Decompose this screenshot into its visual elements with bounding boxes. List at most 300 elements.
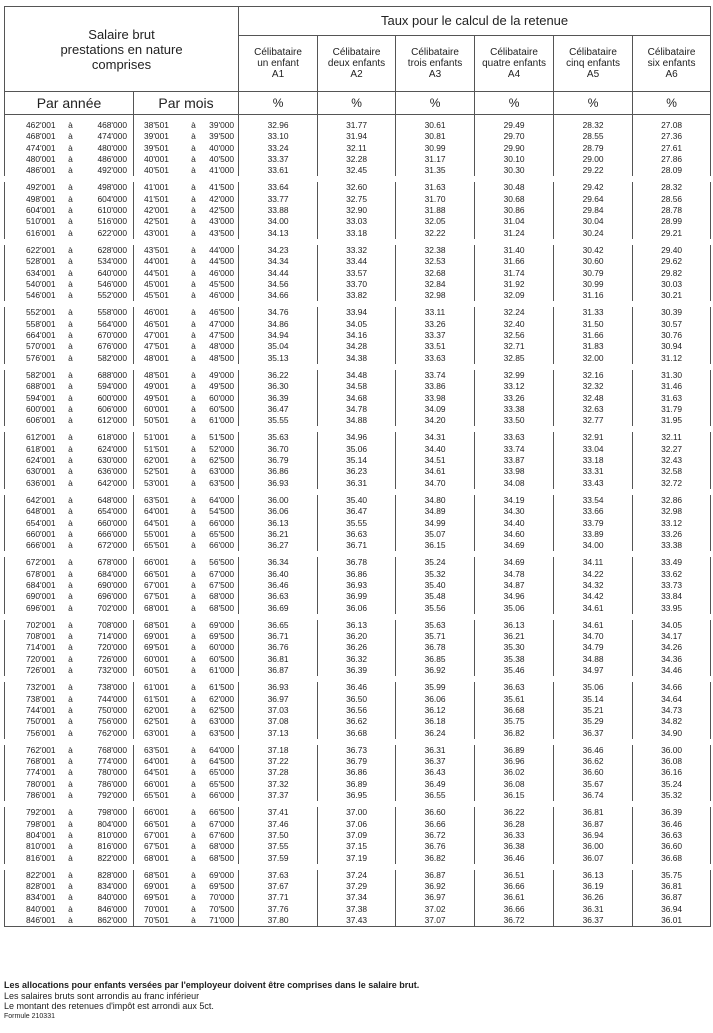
table-row: [5, 242, 711, 256]
year-sep-cell: à: [61, 492, 81, 506]
month-to-cell: 61'000: [204, 665, 239, 679]
salary-header-line-3: comprises: [91, 56, 152, 72]
rate-a4-cell: 36.96: [475, 756, 554, 767]
month-sep-cell: à: [191, 892, 196, 903]
year-sep-cell: à: [68, 216, 73, 227]
month-sep-cell: à: [191, 290, 196, 301]
rate-a1-cell: 36.93: [239, 679, 318, 693]
table-row: [5, 367, 711, 381]
rate-a3-cell: 35.99: [396, 679, 475, 693]
month-from-cell: 49'501: [144, 392, 169, 403]
rate-a1-cell: 37.13: [239, 728, 318, 742]
column-a1-line-2: un enfant: [257, 57, 299, 69]
column-a1-line-1: Célibataire: [254, 46, 302, 58]
year-sep-cell: à: [68, 153, 73, 164]
year-sep-cell: à: [68, 540, 73, 551]
month-sep-cell: à: [191, 341, 196, 352]
month-to-cell: 64'000: [204, 742, 239, 756]
month-from-cell: 61'501: [144, 693, 169, 704]
month-from-cell: 64'001: [144, 506, 169, 517]
month-sep-cell: à: [191, 528, 196, 539]
rate-a3-cell: 33.98: [396, 393, 475, 404]
rate-a4-cell: 33.50: [475, 415, 554, 429]
month-to-cell: 65'500: [204, 779, 239, 790]
year-from-cell: 738'001: [5, 694, 61, 705]
year-to-cell: 666'000: [81, 529, 134, 540]
month-sep-cell: à: [191, 852, 196, 863]
year-from-cell: 702'001: [5, 617, 61, 631]
rate-a5-cell: 36.37: [554, 728, 633, 742]
month-to-cell: 67'500: [204, 580, 239, 591]
year-sep-cell: à: [68, 903, 73, 914]
month-to-cell: 40'500: [204, 154, 239, 165]
rate-a1-cell: 37.41: [239, 804, 318, 818]
month-sep-cell: à: [184, 742, 204, 756]
year-to-cell: 676'000: [81, 341, 134, 352]
rate-a2-cell: 33.44: [318, 256, 396, 267]
salary-header-line-1: Salaire brut: [88, 26, 155, 42]
month-to-cell: 41'500: [204, 179, 239, 193]
rate-a1-cell: 34.66: [239, 290, 318, 304]
year-from-cell: 816'001: [5, 853, 61, 867]
table-row: [5, 904, 711, 915]
year-from-cell: 688'001: [5, 381, 61, 392]
rate-a5-cell: 35.14: [554, 694, 633, 705]
month-from-cell: 64'001: [144, 756, 169, 767]
year-to-cell: 468'000: [81, 120, 134, 131]
month-sep-cell: à: [191, 818, 196, 829]
rate-a2-cell: 34.38: [318, 353, 396, 367]
year-to-cell: 604'000: [81, 194, 134, 205]
rate-a1-cell: 36.65: [239, 617, 318, 631]
rate-a2-cell: 36.89: [318, 779, 396, 790]
year-sep-cell: à: [68, 528, 73, 539]
year-from-cell: 600'001: [5, 404, 61, 415]
rate-a5-cell: 34.00: [554, 540, 633, 554]
year-sep-cell: à: [68, 829, 73, 840]
year-sep-cell: à: [68, 341, 73, 352]
month-sep-cell: à: [191, 131, 196, 142]
rate-a3-cell: 32.98: [396, 290, 475, 304]
table-row: [5, 506, 711, 517]
year-from-cell: 468'001: [5, 131, 61, 142]
rate-a3-cell: 35.71: [396, 631, 475, 642]
month-from-cell: 46'001: [134, 304, 184, 318]
year-from-cell: 804'001: [5, 830, 61, 841]
year-sep-cell: à: [68, 727, 73, 738]
month-to-cell: 48'500: [204, 353, 239, 367]
month-from-cell: 66'501: [144, 818, 169, 829]
year-from-cell: 582'001: [5, 367, 61, 381]
rate-a5-cell: 36.74: [554, 790, 633, 804]
month-from-cell: 45'001: [144, 278, 169, 289]
month-from-cell: 63'001: [144, 727, 169, 738]
table-row: [5, 742, 711, 756]
year-sep-cell: à: [68, 455, 73, 466]
month-to-cell: 44'500: [204, 256, 239, 267]
month-to-cell: 70'500: [204, 904, 239, 915]
year-sep-cell: à: [68, 227, 73, 238]
month-to-cell: 68'500: [204, 603, 239, 617]
rate-a5-cell: 36.26: [554, 892, 633, 903]
year-to-cell: 660'000: [81, 518, 134, 529]
rate-a1-cell: 36.63: [239, 591, 318, 602]
rate-a2-cell: 32.90: [318, 205, 396, 216]
year-sep-cell: à: [68, 579, 73, 590]
year-to-cell: 672'000: [81, 540, 134, 554]
table-row: [5, 892, 711, 903]
year-sep-cell: à: [68, 716, 73, 727]
rate-a5-cell: 34.32: [554, 580, 633, 591]
rate-a5-cell: 34.70: [554, 631, 633, 642]
month-from-cell: 47'501: [144, 341, 169, 352]
rate-a3-cell: 36.31: [396, 742, 475, 756]
rate-a5-cell: 35.21: [554, 705, 633, 716]
year-to-cell: 732'000: [81, 665, 134, 679]
month-sep-cell: à: [191, 727, 196, 738]
year-from-cell: 678'001: [5, 569, 61, 580]
table-row: [5, 179, 711, 193]
rate-a5-cell: 29.64: [554, 194, 633, 205]
rate-a2-cell: 35.40: [318, 492, 396, 506]
rate-a4-cell: 36.22: [475, 804, 554, 818]
year-sep-cell: à: [68, 330, 73, 341]
rate-a3-cell: 31.88: [396, 205, 475, 216]
rate-a1-cell: 36.81: [239, 654, 318, 665]
rate-a2-cell: 36.62: [318, 716, 396, 727]
table-row: [5, 304, 711, 318]
year-sep-cell: à: [68, 205, 73, 216]
table-row: [5, 353, 711, 367]
unit-a4: %: [475, 92, 554, 115]
rate-a4-cell: 32.85: [475, 353, 554, 367]
rate-a6-cell: 28.32: [633, 179, 711, 193]
month-from-cell: 64'501: [144, 767, 169, 778]
rate-a3-cell: 32.68: [396, 268, 475, 279]
month-to-cell: 67'000: [204, 569, 239, 580]
month-from-cell: 42'501: [144, 216, 169, 227]
rate-a2-cell: 36.86: [318, 767, 396, 778]
month-to-cell: 62'000: [204, 694, 239, 705]
month-to-cell: 60'500: [204, 654, 239, 665]
year-sep-cell: à: [68, 591, 73, 602]
rate-a4-cell: 36.82: [475, 728, 554, 742]
table-row: [5, 881, 711, 892]
month-sep-cell: à: [184, 617, 204, 631]
table-row: [5, 131, 711, 142]
month-from-cell: 66'001: [134, 804, 184, 818]
year-to-cell: 564'000: [81, 319, 134, 330]
rate-a1-cell: 36.30: [239, 381, 318, 392]
rate-a1-cell: 36.97: [239, 694, 318, 705]
rate-a5-cell: 32.16: [554, 367, 633, 381]
year-sep-cell: à: [68, 790, 73, 801]
table-row: [5, 341, 711, 352]
month-sep-cell: à: [191, 653, 196, 664]
month-sep-cell: à: [184, 179, 204, 193]
rate-a5-cell: 36.00: [554, 841, 633, 852]
month-sep-cell: à: [191, 153, 196, 164]
rate-a1-cell: 34.76: [239, 304, 318, 318]
rate-a3-cell: 36.97: [396, 892, 475, 903]
rate-a5-cell: 36.62: [554, 756, 633, 767]
rate-a6-cell: 32.72: [633, 478, 711, 492]
rate-a4-cell: 34.69: [475, 554, 554, 568]
month-from-cell: 61'001: [134, 679, 184, 693]
year-from-cell: 684'001: [5, 580, 61, 591]
rate-a1-cell: 33.88: [239, 205, 318, 216]
rate-a1-cell: 32.96: [239, 120, 318, 131]
rate-a2-cell: 31.94: [318, 131, 396, 142]
rate-a1-cell: 34.94: [239, 330, 318, 341]
rate-a1-cell: 33.24: [239, 143, 318, 154]
rate-a6-cell: 36.87: [633, 892, 711, 903]
month-sep-cell: à: [191, 193, 196, 204]
month-to-cell: 43'500: [204, 228, 239, 242]
rate-a2-cell: 36.06: [318, 603, 396, 617]
rate-a4-cell: 35.46: [475, 665, 554, 679]
month-sep-cell: à: [191, 881, 196, 892]
rate-a1-cell: 37.76: [239, 904, 318, 915]
month-sep-cell: à: [191, 455, 196, 466]
rate-a5-cell: 33.89: [554, 529, 633, 540]
rate-a4-cell: 36.66: [475, 881, 554, 892]
rate-a5-cell: 32.77: [554, 415, 633, 429]
month-from-cell: 67'501: [144, 841, 169, 852]
year-from-cell: 630'001: [5, 466, 61, 477]
month-from-cell: 68'501: [134, 617, 184, 631]
column-a1-code: A1: [271, 68, 285, 80]
rate-a2-cell: 37.38: [318, 904, 396, 915]
rate-a3-cell: 36.15: [396, 540, 475, 554]
rate-a3-cell: 34.80: [396, 492, 475, 506]
table-row: [5, 728, 711, 742]
rate-a6-cell: 34.05: [633, 617, 711, 631]
table-row: [5, 790, 711, 804]
rate-a2-cell: 37.34: [318, 892, 396, 903]
year-from-cell: 576'001: [5, 353, 61, 367]
rate-a3-cell: 36.43: [396, 767, 475, 778]
table-row: [5, 841, 711, 852]
month-to-cell: 62'500: [204, 705, 239, 716]
rate-a1-cell: 37.22: [239, 756, 318, 767]
table-row: [5, 580, 711, 591]
rate-a4-cell: 35.06: [475, 603, 554, 617]
month-sep-cell: à: [191, 415, 196, 426]
month-from-cell: 70'001: [144, 903, 169, 914]
rate-a3-cell: 35.48: [396, 591, 475, 602]
rate-a5-cell: 36.94: [554, 830, 633, 841]
rate-a3-cell: 33.26: [396, 319, 475, 330]
month-sep-cell: à: [191, 579, 196, 590]
rate-a5-cell: 33.54: [554, 492, 633, 506]
rate-a2-cell: 32.11: [318, 143, 396, 154]
rate-a5-cell: 36.31: [554, 904, 633, 915]
year-sep-cell: à: [68, 318, 73, 329]
month-from-cell: 68'501: [134, 867, 184, 881]
rate-a5-cell: 36.87: [554, 819, 633, 830]
year-sep-cell: à: [68, 704, 73, 715]
year-to-cell: 834'000: [81, 881, 134, 892]
footer-note-rounding-tax: Le montant des retenues d'impôt est arrondi aux 5ct.: [4, 1001, 214, 1011]
month-to-cell: 47'500: [204, 330, 239, 341]
month-to-cell: 46'000: [204, 290, 239, 304]
table-row: [5, 569, 711, 580]
month-sep-cell: à: [191, 381, 196, 392]
year-sep-cell: à: [68, 693, 73, 704]
rate-a6-cell: 36.81: [633, 881, 711, 892]
year-from-cell: 552'001: [5, 304, 61, 318]
rate-a1-cell: 36.46: [239, 580, 318, 591]
month-sep-cell: à: [191, 540, 196, 551]
year-to-cell: 750'000: [81, 705, 134, 716]
month-to-cell: 65'500: [204, 529, 239, 540]
table-row: [5, 455, 711, 466]
rate-a5-cell: 30.79: [554, 268, 633, 279]
year-to-cell: 600'000: [81, 393, 134, 404]
rate-a3-cell: 36.06: [396, 694, 475, 705]
month-to-cell: 66'000: [204, 790, 239, 804]
rate-a4-cell: 32.56: [475, 330, 554, 341]
rate-a6-cell: 36.63: [633, 830, 711, 841]
month-from-cell: 67'501: [144, 591, 169, 602]
unit-a1: %: [239, 92, 318, 115]
rate-a6-cell: 27.86: [633, 154, 711, 165]
month-from-cell: 52'501: [144, 466, 169, 477]
year-to-cell: 642'000: [81, 478, 134, 492]
rate-a2-cell: 32.60: [318, 179, 396, 193]
rate-a2-cell: 36.68: [318, 728, 396, 742]
column-a4-code: A4: [507, 68, 521, 80]
year-sep-cell: à: [68, 142, 73, 153]
year-sep-cell: à: [68, 818, 73, 829]
rate-a1-cell: 37.59: [239, 853, 318, 867]
rate-a6-cell: 28.78: [633, 205, 711, 216]
year-to-cell: 640'000: [81, 268, 134, 279]
rate-a3-cell: 36.76: [396, 841, 475, 852]
rate-a6-cell: 36.60: [633, 841, 711, 852]
year-sep-cell: à: [61, 867, 81, 881]
table-row: [5, 154, 711, 165]
year-from-cell: 834'001: [5, 892, 61, 903]
year-sep-cell: à: [61, 304, 81, 318]
rate-a2-cell: 34.05: [318, 319, 396, 330]
rate-a1-cell: 33.64: [239, 179, 318, 193]
rate-a2-cell: 36.39: [318, 665, 396, 679]
column-a3-code: A3: [428, 68, 442, 80]
rate-a4-cell: 33.26: [475, 393, 554, 404]
column-header-a5: [554, 35, 633, 91]
rate-a4-cell: 36.61: [475, 892, 554, 903]
table-row: [5, 642, 711, 653]
month-sep-cell: à: [184, 492, 204, 506]
column-a2-line-1: Célibataire: [332, 46, 381, 58]
year-to-cell: 612'000: [81, 415, 134, 429]
month-to-cell: 69'000: [204, 617, 239, 631]
rate-a1-cell: 37.46: [239, 819, 318, 830]
column-a5-code: A5: [586, 68, 600, 80]
rate-a2-cell: 37.00: [318, 804, 396, 818]
rate-a5-cell: 34.79: [554, 642, 633, 653]
year-to-cell: 762'000: [81, 728, 134, 742]
month-to-cell: 62'500: [204, 455, 239, 466]
month-from-cell: 48'001: [144, 352, 169, 363]
rate-a2-cell: 36.95: [318, 790, 396, 804]
year-from-cell: 594'001: [5, 393, 61, 404]
year-from-cell: 846'001: [5, 915, 61, 927]
rate-a2-cell: 36.93: [318, 580, 396, 591]
year-to-cell: 624'000: [81, 444, 134, 455]
month-to-cell: 44'000: [204, 242, 239, 256]
year-to-cell: 702'000: [81, 603, 134, 617]
year-from-cell: 810'001: [5, 841, 61, 852]
year-to-cell: 780'000: [81, 767, 134, 778]
rate-a4-cell: 33.12: [475, 381, 554, 392]
table-row: [5, 194, 711, 205]
rate-a1-cell: 37.63: [239, 867, 318, 881]
rate-a6-cell: 27.61: [633, 143, 711, 154]
year-to-cell: 786'000: [81, 779, 134, 790]
rate-a6-cell: 34.17: [633, 631, 711, 642]
month-sep-cell: à: [191, 120, 196, 130]
tax-rate-table: [4, 6, 711, 927]
rate-a6-cell: 33.62: [633, 569, 711, 580]
rate-a3-cell: 32.22: [396, 228, 475, 242]
month-from-cell: 51'001: [134, 429, 184, 443]
month-sep-cell: à: [191, 841, 196, 852]
table-row: [5, 319, 711, 330]
rate-a3-cell: 30.81: [396, 131, 475, 142]
rate-a3-cell: 37.07: [396, 915, 475, 927]
month-from-cell: 46'501: [144, 318, 169, 329]
rate-a6-cell: 30.03: [633, 279, 711, 290]
rate-a6-cell: 35.75: [633, 867, 711, 881]
unit-a2: %: [318, 92, 396, 115]
year-from-cell: 708'001: [5, 631, 61, 642]
year-from-cell: 622'001: [5, 242, 61, 256]
rate-a2-cell: 36.79: [318, 756, 396, 767]
rate-a6-cell: 34.46: [633, 665, 711, 679]
year-sep-cell: à: [61, 554, 81, 568]
rate-a2-cell: 36.73: [318, 742, 396, 756]
table-row: [5, 540, 711, 554]
rate-a3-cell: 33.37: [396, 330, 475, 341]
rate-a5-cell: 34.88: [554, 654, 633, 665]
year-from-cell: 540'001: [5, 279, 61, 290]
rate-a5-cell: 28.79: [554, 143, 633, 154]
year-from-cell: 666'001: [5, 540, 61, 554]
year-from-cell: 822'001: [5, 867, 61, 881]
month-sep-cell: à: [191, 392, 196, 403]
rate-a2-cell: 31.77: [318, 120, 396, 131]
rate-a4-cell: 33.98: [475, 466, 554, 477]
rate-a1-cell: 37.37: [239, 790, 318, 804]
month-sep-cell: à: [191, 318, 196, 329]
rate-a2-cell: 33.82: [318, 290, 396, 304]
rate-a1-cell: 37.50: [239, 830, 318, 841]
rate-a2-cell: 36.63: [318, 529, 396, 540]
table-row: [5, 290, 711, 304]
rate-a4-cell: 31.74: [475, 268, 554, 279]
year-to-cell: 648'000: [81, 492, 134, 506]
rate-a6-cell: 35.32: [633, 790, 711, 804]
month-to-cell: 47'000: [204, 319, 239, 330]
month-from-cell: 68'001: [144, 602, 169, 613]
rate-a1-cell: 35.04: [239, 341, 318, 352]
rate-a2-cell: 36.20: [318, 631, 396, 642]
month-to-cell: 61'500: [204, 679, 239, 693]
month-from-cell: 60'501: [144, 665, 169, 676]
